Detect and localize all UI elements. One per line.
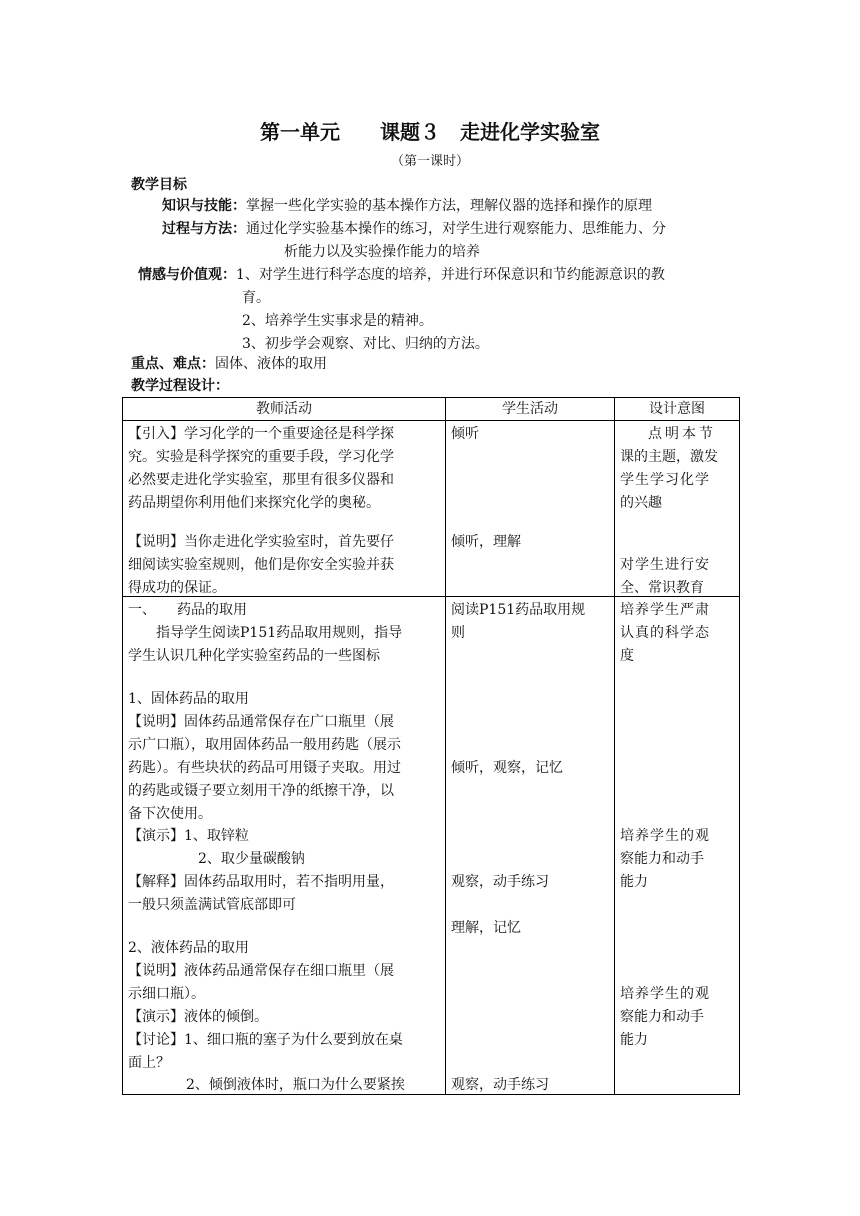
lesson-subtitle: （第一课时） <box>390 154 469 169</box>
table-header-row <box>123 398 740 421</box>
knowledge-text: 掌握一些化学实验的基本操作方法，理解仪器的选择和操作的原理 <box>246 198 652 214</box>
row1-intent-line: 对学生进行安 <box>620 557 710 573</box>
row2-teacher-line: 学生认识几种化学实验室药品的一些图标 <box>128 648 380 664</box>
row2-teacher-cell <box>123 597 446 1095</box>
lesson-table <box>122 397 740 1095</box>
process-text-1: 通过化学实验基本操作的练习，对学生进行观察能力、思维能力、分 <box>246 221 666 237</box>
process-design-heading: 教学过程设计： <box>131 378 229 394</box>
row2-teacher-line: 【说明】固体药品通常保存在广口瓶里（展 <box>128 714 394 730</box>
row2-intent-line: 培养学生严肃 <box>620 602 710 618</box>
row2-teacher-line: 【解释】固体药品取用时，若不指明用量， <box>128 874 394 890</box>
row2-student-line: 观察，动手练习 <box>451 874 549 890</box>
row2-intent-line: 培养学生的观 <box>620 986 710 1002</box>
row2-student-line: 则 <box>451 625 465 641</box>
emotion-row <box>138 264 665 287</box>
row1-student-line: 倾听 <box>451 426 479 442</box>
key-points-text: 固体、液体的取用 <box>215 356 327 372</box>
row2-intent-line: 察能力和动手 <box>620 1009 704 1025</box>
row2-teacher-line: 2、倾倒液体时，瓶口为什么要紧挨 <box>186 1077 405 1093</box>
row2-teacher-line: 示广口瓶），取用固体药品一般用药匙（展示 <box>128 737 401 753</box>
row2-student-line: 理解，记忆 <box>451 920 521 936</box>
row1-teacher-line: 得成功的保证。 <box>128 580 226 596</box>
row2-teacher-line: 药匙）。有些块状的药品可用镊子夹取。用过 <box>128 760 401 776</box>
row1-intent-line: 的兴趣 <box>620 495 662 511</box>
row1-student-line: 倾听，理解 <box>451 534 521 550</box>
row2-teacher-line: 指导学生阅读P151药品取用规则，指导 <box>128 625 403 641</box>
row2-intent-line: 察能力和动手 <box>620 851 704 867</box>
table-row <box>123 597 740 1095</box>
row2-teacher-line: 1、固体药品的取用 <box>128 691 249 707</box>
row1-teacher-line: 必然要走进化学实验室，那里有很多仪器和 <box>128 472 394 488</box>
header-intent: 设计意图 <box>615 398 740 421</box>
row2-teacher-line: 一、 药品的取用 <box>128 602 247 618</box>
row2-teacher-line: 2、液体药品的取用 <box>128 940 249 956</box>
row2-teacher-line: 【演示】1、取锌粒 <box>128 828 249 844</box>
emotion-text-3: 2、培养学生实事求是的精神。 <box>242 313 433 329</box>
row2-intent-line: 能力 <box>620 874 648 890</box>
row2-intent-line: 度 <box>620 648 634 664</box>
emotion-text-2: 育。 <box>242 290 270 306</box>
emotion-text-4: 3、初步学会观察、对比、归纳的方法。 <box>242 336 489 352</box>
row2-teacher-line: 一般只须盖满试管底部即可 <box>128 897 296 913</box>
document-title: 第一单元 课题３ 走进化学实验室 <box>260 120 600 144</box>
process-row <box>162 218 666 241</box>
row1-intent-line: 课的主题，激发 <box>620 449 718 465</box>
objectives-heading: 教学目标 <box>131 177 187 193</box>
row1-teacher-line: 细阅读实验室规则，他们是你安全实验并获 <box>128 557 394 573</box>
key-points-label: 重点、难点： <box>131 356 215 372</box>
row1-teacher-line: 【引入】学习化学的一个重要途径是科学探 <box>128 426 394 442</box>
row1-teacher-line: 究。实验是科学探究的重要手段，学习化学 <box>128 449 394 465</box>
row1-teacher-line: 药品期望你利用他们来探究化学的奥秘。 <box>128 495 380 511</box>
row2-teacher-line: 【演示】液体的倾倒。 <box>128 1009 268 1025</box>
row2-student-line: 倾听，观察，记忆 <box>451 760 563 776</box>
process-label: 过程与方法： <box>162 221 246 237</box>
row2-teacher-line: 2、取少量碳酸钠 <box>198 851 305 867</box>
emotion-label: 情感与价值观： <box>138 267 236 283</box>
row1-intent-line: 学生学习化学 <box>620 472 710 488</box>
row1-student-cell <box>446 421 615 597</box>
row2-teacher-line: 的药匙或镊子要立刻用干净的纸擦干净，以 <box>128 783 394 799</box>
row1-teacher-cell <box>123 421 446 597</box>
row2-teacher-line: 【说明】液体药品通常保存在细口瓶里（展 <box>128 963 394 979</box>
emotion-text-1: 1、对学生进行科学态度的培养，并进行环保意识和节约能源意识的教 <box>236 267 665 283</box>
row2-teacher-line: 面上？ <box>128 1055 170 1071</box>
knowledge-label: 知识与技能： <box>162 198 246 214</box>
row1-teacher-line: 【说明】当你走进化学实验室时，首先要仔 <box>128 534 394 550</box>
knowledge-row <box>162 195 652 218</box>
row1-intent-cell <box>615 421 740 597</box>
row1-intent-line: 全、常识教育 <box>620 580 704 596</box>
row2-teacher-line: 示细口瓶）。 <box>128 986 205 1002</box>
row2-intent-line: 认真的科学态 <box>620 625 710 641</box>
row2-intent-line: 能力 <box>620 1032 648 1048</box>
row2-intent-cell <box>615 597 740 1095</box>
process-text-2: 析能力以及实验操作能力的培养 <box>284 244 480 260</box>
row2-teacher-line: 备下次使用。 <box>128 806 212 822</box>
row2-teacher-line: 【讨论】1、细口瓶的塞子为什么要到放在桌 <box>128 1032 403 1048</box>
row2-student-line: 阅读P151药品取用规 <box>451 602 586 618</box>
row2-student-line: 观察，动手练习 <box>451 1077 549 1093</box>
table-row <box>123 421 740 597</box>
row2-student-cell <box>446 597 615 1095</box>
key-points-row <box>131 353 327 376</box>
row1-intent-line: 点明本节 <box>648 426 716 442</box>
header-teacher: 教师活动 <box>123 398 446 421</box>
row2-intent-line: 培养学生的观 <box>620 828 710 844</box>
header-student: 学生活动 <box>446 398 615 421</box>
